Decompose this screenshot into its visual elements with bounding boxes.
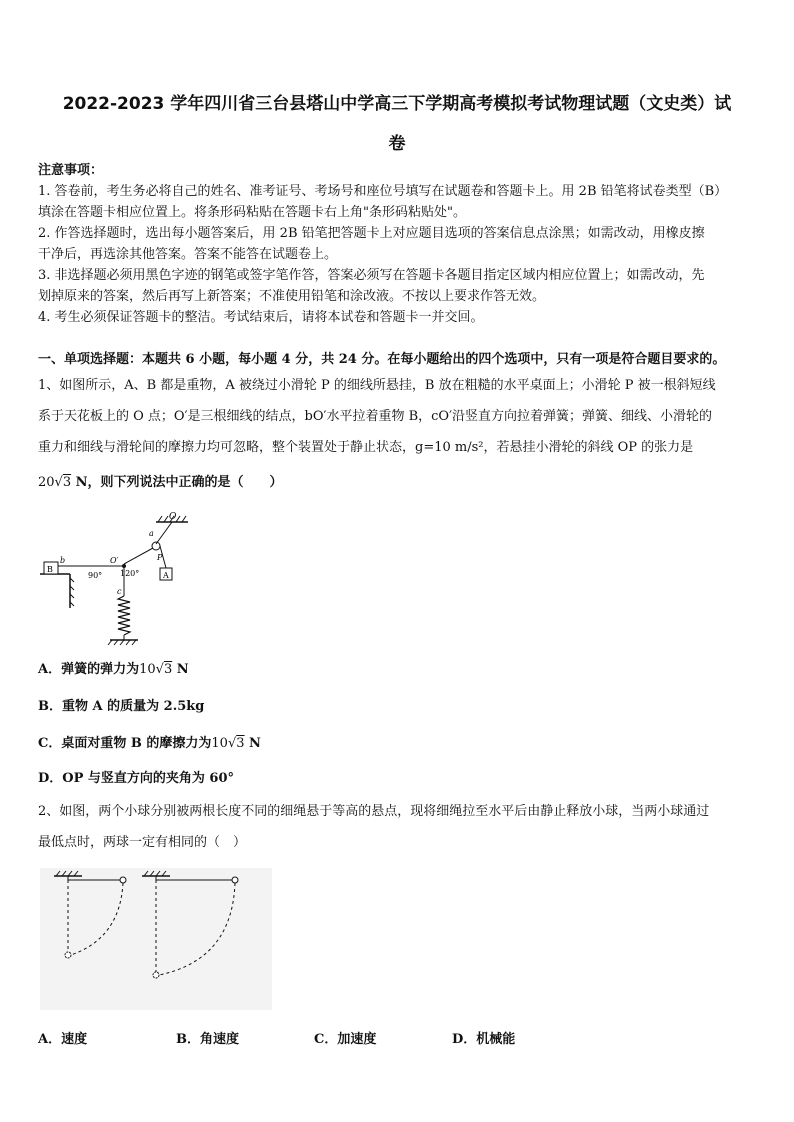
sqrt-symbol: √ <box>54 475 63 490</box>
notice-item-3a: 3. 非选择题必须用黑色字迹的钢笔或签字笔作答，答案必须写在答题卡各题目指定区域内相应位置上；如需改动，先 <box>38 268 705 283</box>
label-B: B <box>47 565 53 574</box>
q1-option-A-unit: N <box>172 662 189 677</box>
left-ball <box>120 877 126 883</box>
label-a: a <box>149 529 154 538</box>
notice-item-2a: 2. 作答选择题时，选出每小题答案后，用 2B 铅笔把答题卡上对应题目选项的答案信息点涂黑；如需改动，用橡皮擦 <box>38 226 705 241</box>
notice-item-2b: 干净后，再选涂其他答案。答案不能答在试题卷上。 <box>38 247 338 262</box>
right-ball <box>232 877 238 883</box>
q2-options-row <box>38 1028 515 1047</box>
q1-stem-line-1: 1、如图所示，A、B 都是重物，A 被绕过小滑轮 P 的细线所悬挂，B 放在粗糙的水平桌面上；小滑轮 P 被一根斜短线 <box>38 378 716 393</box>
q2-option-D[interactable]: D．机械能 <box>452 1032 516 1047</box>
title-line-2: 卷 <box>388 134 406 154</box>
right-ball-lowest <box>153 972 159 978</box>
angle-90: 90° <box>88 571 103 580</box>
q1-option-C-radicand: 3 <box>236 736 245 751</box>
angle-120: 120° <box>120 569 140 578</box>
q1-option-A-number: 10 <box>139 662 156 677</box>
q2-option-C[interactable]: C．加速度 <box>314 1032 377 1047</box>
label-O-prime: O′ <box>110 556 119 565</box>
q1-option-A-text: A．弹簧的弹力为 <box>38 662 140 677</box>
label-b: b <box>60 556 66 565</box>
figure-background <box>40 868 272 1010</box>
notice-item-3b: 划掉原来的答案，然后再写上新答案；不准使用铅笔和涂改液。不按以上要求作答无效。 <box>38 289 546 304</box>
line-OP <box>156 522 172 544</box>
q1-option-C[interactable] <box>38 734 261 754</box>
q1-stem-line-3: 重力和细线与滑轮间的摩擦力均可忽略，整个装置处于静止状态，g=10 m/s²，若悬挂小滑轮的斜线 OP 的张力是 <box>38 440 694 455</box>
notice-item-1b: 填涂在答题卡相应位置上。将条形码粘贴在答题卡右上角"条形码粘贴处"。 <box>38 205 466 220</box>
q1-option-A-radicand: 3 <box>163 662 173 677</box>
q1-pulley-figure <box>38 508 198 648</box>
notice-heading: 注意事项： <box>38 163 104 178</box>
q1-option-C-text: C．桌面对重物 B 的摩擦力为 <box>38 736 212 751</box>
q1-stem-line-4-text: N，则下列说法中正确的是（ ） <box>71 475 283 490</box>
q2-stem-line-2: 最低点时，两球一定有相同的（ ） <box>38 835 247 850</box>
exam-title <box>30 84 764 164</box>
notice-item-4: 4. 考生必须保证答题卡的整洁。考试结束后，请将本试卷和答题卡一并交回。 <box>38 310 484 325</box>
q2-option-B[interactable]: B．角速度 <box>176 1032 239 1047</box>
q1-tension-radicand: 3 <box>62 475 72 490</box>
q1-option-C-number: 10 <box>211 736 228 751</box>
section-heading: 一、单项选择题：本题共 6 小题，每小题 4 分，共 24 分。在每小题给出的四个选项中，只有一项是符合题目要求的。 <box>38 352 726 367</box>
label-P: P <box>157 553 163 562</box>
q1-tension-number: 20 <box>38 475 55 490</box>
notice-item-1a: 1. 答卷前，考生务必将自己的姓名、准考证号、考场号和座位号填写在试题卷和答题卡上。用 2B 铅笔将试卷类型（B） <box>38 184 728 199</box>
q1-option-D[interactable]: D．OP 与竖直方向的夹角为 60° <box>38 771 235 786</box>
q1-option-B[interactable]: B．重物 A 的质量为 2.5kg <box>38 699 205 714</box>
q1-stem-line-4 <box>38 472 760 493</box>
label-O: O <box>169 512 177 522</box>
left-ball-lowest <box>65 952 71 958</box>
q1-option-A[interactable] <box>38 660 189 680</box>
title-line-1: 2022-2023 学年四川省三台县塔山中学高三下学期高考模拟考试物理试题（文史类）试 <box>62 94 732 114</box>
q2-option-A[interactable]: A．速度 <box>38 1032 88 1047</box>
sqrt-symbol: √ <box>227 736 237 751</box>
q2-stem-line-1: 2、如图，两个小球分别被两根长度不同的细绳悬于等高的悬点，现将细绳拉至水平后由静止释放小球，当两小球通过 <box>38 804 710 819</box>
spring <box>118 596 130 635</box>
q1-option-C-unit: N <box>244 736 261 751</box>
q1-stem-line-2: 系于天花板上的 O 点；O′是三根细线的结点，bO′水平拉着重物 B，cO′沿竖直方向拉着弹簧；弹簧、细线、小滑轮的 <box>38 409 713 424</box>
label-A: A <box>163 571 169 580</box>
q2-pendulum-figure <box>40 868 272 1010</box>
line-aO <box>124 548 153 564</box>
label-c: c <box>117 587 122 596</box>
sqrt-symbol: √ <box>155 662 164 677</box>
